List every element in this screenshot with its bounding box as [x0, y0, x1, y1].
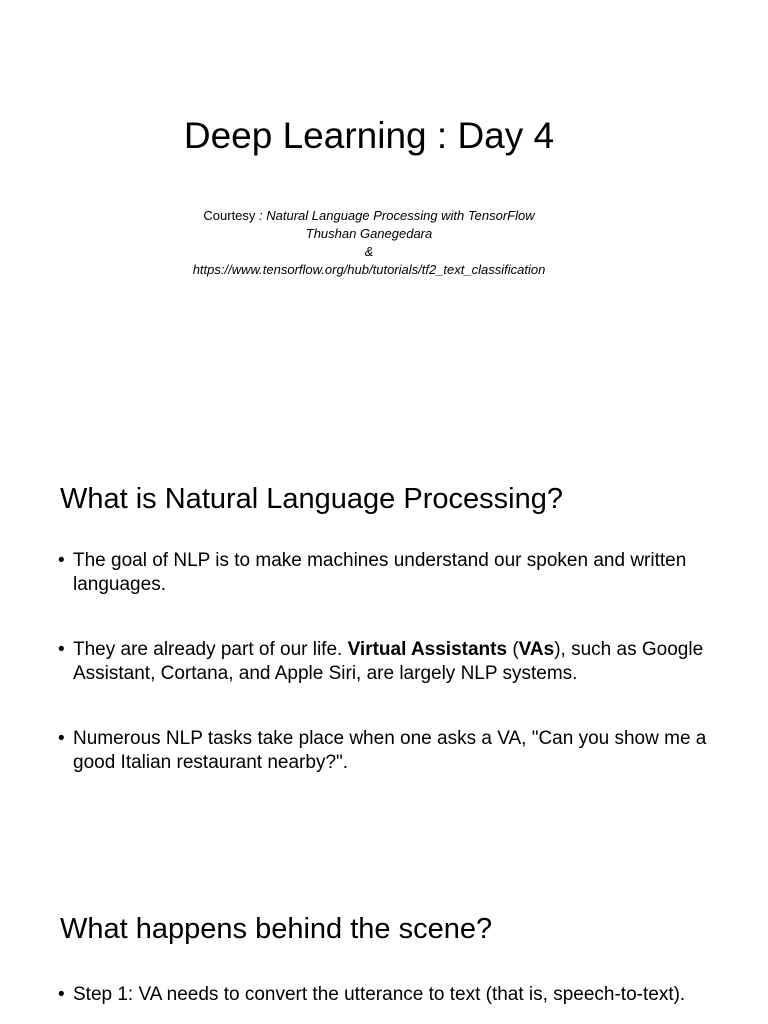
- courtesy-url: https://www.tensorflow.org/hub/tutorials/tf2_text_classification: [192, 262, 546, 277]
- bullet-item: • Step 1: VA needs to convert the utterance to text (that is, speech-to-text).: [58, 983, 738, 1007]
- courtesy-author: Thushan Ganegedara: [305, 226, 433, 241]
- bold-term: VAs: [518, 639, 555, 660]
- bold-term: Virtual Assistants: [347, 639, 508, 660]
- courtesy-book: Natural Language Processing with TensorFlow: [266, 208, 535, 223]
- slide-heading: What happens behind the scene?: [60, 913, 493, 945]
- behind-scene-slide: [0, 894, 768, 1024]
- courtesy-label: Courtesy: [203, 208, 256, 223]
- bullet-text: (: [507, 639, 519, 660]
- nlp-intro-slide: [0, 470, 768, 830]
- title-slide: [0, 0, 768, 420]
- bullet-list: [58, 549, 738, 816]
- slide-title: Deep Learning : Day 4: [183, 115, 555, 156]
- slide-heading: What is Natural Language Processing?: [60, 483, 563, 515]
- bullet-text: ), such as Google Assistant, Cortana, and Apple Siri, are largely NLP systems.: [73, 639, 704, 684]
- bullet-text: They are already part of our life.: [73, 639, 348, 660]
- courtesy-separator: :: [255, 208, 267, 223]
- courtesy-ampersand: &: [364, 244, 374, 259]
- bullet-item: • Numerous NLP tasks take place when one asks a VA, "Can you show me a good Italian restaurant nearby?".: [58, 727, 738, 775]
- courtesy-block: [0, 207, 738, 279]
- courtesy-line-1: [0, 207, 738, 225]
- bullet-list: [58, 983, 738, 1007]
- bullet-item: [58, 638, 738, 686]
- bullet-item: • The goal of NLP is to make machines understand our spoken and written languages.: [58, 549, 738, 597]
